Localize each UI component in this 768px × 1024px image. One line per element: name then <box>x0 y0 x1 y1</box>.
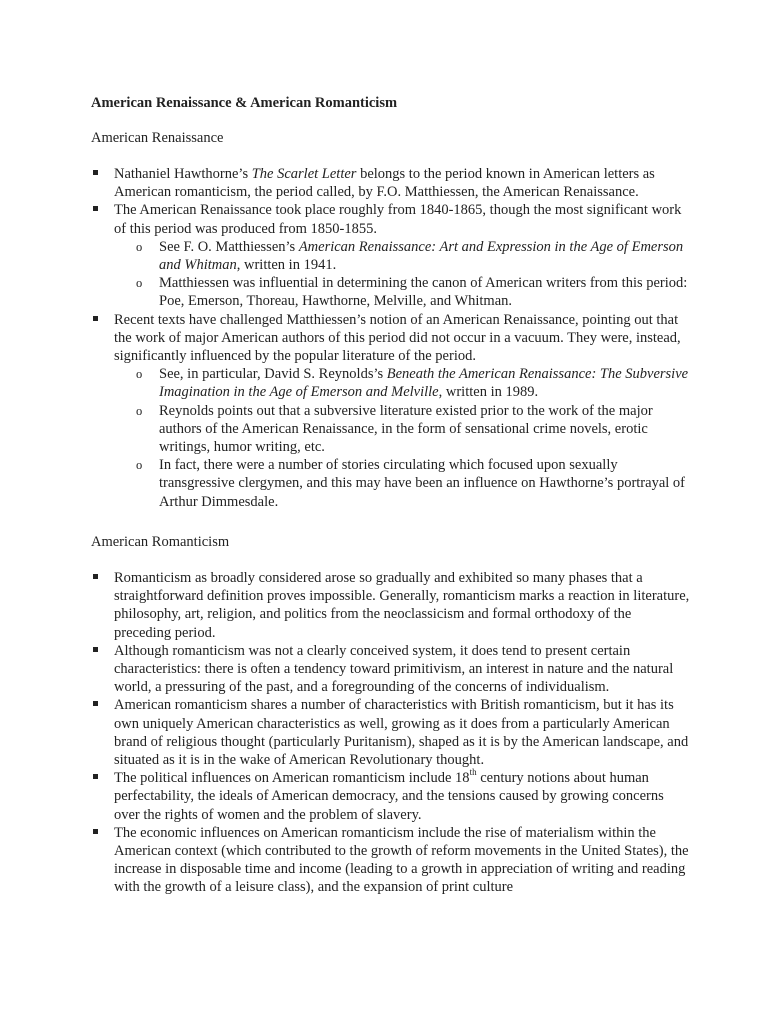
sub-list-item: o In fact, there were a number of stories circulating which focused upon sexually transgressive clergymen, and this may have been an influence on Hawthorne’s portrayal of Arthur Dimmesdale. <box>114 456 691 511</box>
list-item: American romanticism shares a number of characteristics with British romanticism, but it has its own uniquely American characteristics as well, growing as it does from a particularly American brand of religious thought (particularly Puritanism), shaped as it is by the American landscape, and situated as it is in the wake of American Revolutionary thought. <box>91 696 691 769</box>
list-item: Recent texts have challenged Matthiessen’s notion of an American Renaissance, pointing out that the work of major American authors of this period did not occur in a vacuum. They were, instead, significantly influenced by the popular literature of the period. o See, in particular, David S. Reynolds’s Beneath the American Renaissance: The Subversive Imagination in the Age of Emerson and Melville, written in 1989. o Reynolds points out that a subversive literature existed prior to the work of the major authors of the American Renaissance, in the form of sensational crime novels, erotic writings, humor writing, etc. o In fact, there were a number of stories circulating which focused upon sexually transgressive clergymen, and this may have been an influence on Hawthorne’s portrayal of Arthur Dimmesdale. <box>91 311 691 511</box>
sub-list-item: o Reynolds points out that a subversive literature existed prior to the work of the major authors of the American Renaissance, in the form of sensational crime novels, erotic writings, humor writing, etc. <box>114 402 691 457</box>
list-item: Nathaniel Hawthorne’s The Scarlet Letter belongs to the period known in American letters as American romanticism, the period called, by F.O. Matthiessen, the American Renaissance. <box>91 165 691 201</box>
list-item: The American Renaissance took place roughly from 1840-1865, though the most significant work of this period was produced from 1850-1855. o See F. O. Matthiessen’s American Renaissance: Art and Expression in the Age of Emerson and Whitman, written in 1941. o Matthiessen was influential in determining the canon of American writers from this period: Poe, Emerson, Thoreau, Hawthorne, Melville, and Whitman. <box>91 201 691 310</box>
romanticism-list <box>91 569 691 897</box>
list-item: Although romanticism was not a clearly conceived system, it does tend to present certain characteristics: there is often a tendency toward primitivism, an interest in nature and the natural world, a pressuring of the past, and a foregrounding of the concerns of individualism. <box>91 642 691 697</box>
section-heading-romanticism: American Romanticism <box>91 534 230 550</box>
list-item: The economic influences on American romanticism include the rise of materialism within the American context (which contributed to the growth of reform movements in the United States), the increase in disposable time and income (leading to a growth in appreciation of writing and reading with the growth of a leisure class), and the expansion of print culture <box>91 824 691 897</box>
renaissance-list <box>91 165 691 511</box>
list-item: The political influences on American romanticism include 18th century notions about human perfectability, the ideals of American democracy, and the tensions caused by growing concerns over the rights of women and the problem of slavery. <box>91 769 691 824</box>
sub-list-item: o See F. O. Matthiessen’s American Renaissance: Art and Expression in the Age of Emerson and Whitman, written in 1941. <box>114 238 691 274</box>
sub-list-item: o Matthiessen was influential in determining the canon of American writers from this period: Poe, Emerson, Thoreau, Hawthorne, Melville, and Whitman. <box>114 274 691 310</box>
section-heading-renaissance: American Renaissance <box>91 130 224 146</box>
sub-list <box>114 365 691 511</box>
list-item: Romanticism as broadly considered arose so gradually and exhibited so many phases that a straightforward definition proves impossible. Generally, romanticism marks a reaction in literature, philosophy, art, religion, and politics from the neoclassicism and formal orthodoxy of the preceding period. <box>91 569 691 642</box>
document-title: American Renaissance & American Romanticism <box>91 95 398 111</box>
sub-list <box>114 238 691 311</box>
sub-list-item: o See, in particular, David S. Reynolds’s Beneath the American Renaissance: The Subversive Imagination in the Age of Emerson and Melville, written in 1989. <box>114 365 691 401</box>
